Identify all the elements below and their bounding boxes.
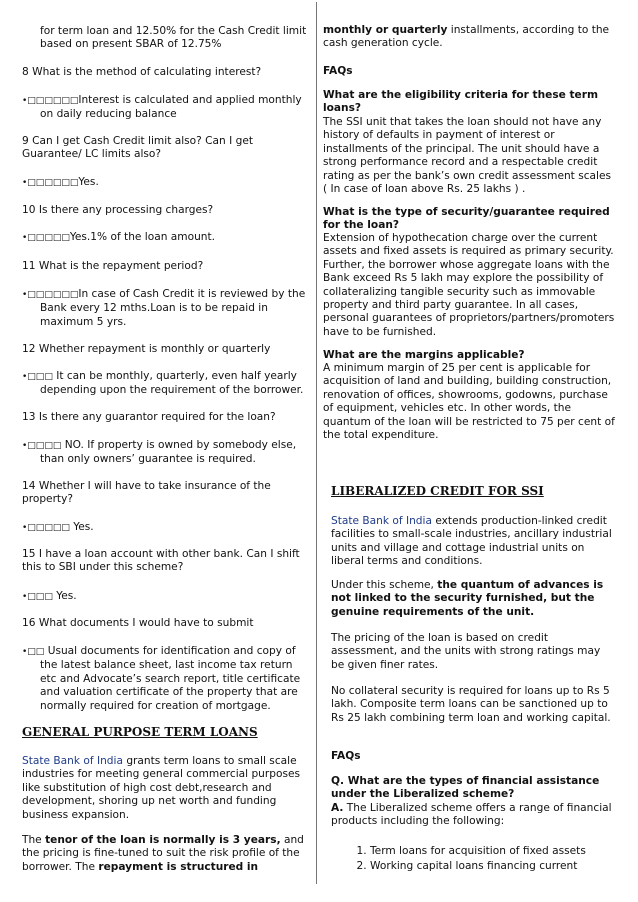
faq-answer: •□□□□□ Yes. — [22, 521, 94, 533]
link[interactable]: State Bank of India — [22, 755, 123, 767]
faq-answer: Extension of hypothecation charge over the current assets and fixed assets is required as primary security. Further, the borrower whose aggregate loans with the Bank exceed Rs 5 lakh may explore the possibility of collateralizing tangible security such as immovable property and third party guarantee. In all cases, personal guarantees of proprietors/partners/promoters have to be furnished. — [323, 232, 615, 338]
faq-question: What is the type of security/guarantee required for the loan? — [323, 206, 610, 232]
paragraph: for term loan and 12.50% for the Cash Credit limit based on present SBAR of 12.75% — [40, 25, 307, 51]
faq-answer: The SSI unit that takes the loan should not have any history of defaults in payment of interest or installments of the principal. The unit should have a strong performance record and a respectable credit rating as per the bank’s own credit assessment scales ( In case of loan above Rs. 25 lakhs ) . — [323, 116, 612, 196]
faqs-label: FAQs — [331, 750, 361, 762]
left-column — [22, 0, 310, 902]
faq-question: 8 What is the method of calculating interest? — [22, 66, 262, 78]
paragraph: State Bank of India extends production-linked credit facilities to small-scale industries, ancillary industrial units and village and cottage industrial units on liberal terms and conditions. — [331, 515, 612, 568]
paragraph: Under this scheme, the quantum of advances is not linked to the security furnished, but the genuine requirements of the unit. — [331, 579, 604, 618]
section-heading: LIBERALIZED CREDIT FOR SSI — [331, 484, 544, 498]
link[interactable]: State Bank of India — [331, 515, 432, 527]
faq-question: 12 Whether repayment is monthly or quarterly — [22, 343, 271, 355]
paragraph: The pricing of the loan is based on credit assessment, and the units with strong ratings may be given finer rates. — [331, 632, 601, 671]
bullet-marker: •□□□□ — [22, 441, 62, 451]
faq-answer: •□□□□□□In case of Cash Credit it is reviewed by the Bank every 12 mths.Loan is to be repaid in maximum 5 yrs. — [22, 288, 306, 328]
faq-answer: •□□□□□□Interest is calculated and applied monthly on daily reducing balance — [22, 94, 302, 121]
faq-question: 14 Whether I will have to take insurance of the property? — [22, 480, 271, 506]
paragraph: monthly or quarterly installments, according to the cash generation cycle. — [323, 24, 610, 50]
paragraph: No collateral security is required for loans up to Rs 5 lakh. Composite term loans can be sanctioned up to Rs 25 lakh combining term loan and working capital. — [331, 685, 611, 724]
section-heading: GENERAL PURPOSE TERM LOANS — [22, 725, 258, 739]
faq-answer: •□□□□□Yes.1% of the loan amount. — [22, 231, 216, 243]
right-column — [323, 0, 616, 902]
column-divider — [316, 2, 317, 884]
paragraph: State Bank of India grants term loans to small scale industries for meeting general commercial purposes like substitution of high cost debt,research and development, shoring up net worth and funding business expansion. — [22, 755, 301, 821]
list-item: 2. Working capital loans financing current — [370, 860, 616, 873]
faq-question: Q. What are the types of financial assistance under the Liberalized scheme? — [331, 775, 600, 801]
faq-answer: •□□□ Yes. — [22, 590, 77, 602]
faq-answer: •□□□ It can be monthly, quarterly, even half yearly depending upon the requirement of the borrower. — [22, 370, 304, 397]
bullet-marker: •□□□ — [22, 592, 53, 602]
faq-question: 11 What is the repayment period? — [22, 260, 204, 272]
bullet-marker: •□□ — [22, 647, 45, 657]
faq-question: 10 Is there any processing charges? — [22, 204, 214, 216]
bullet-marker: •□□□□□□ — [22, 178, 79, 188]
faq-question: 16 What documents I would have to submit — [22, 617, 254, 629]
faq-answer: A minimum margin of 25 per cent is applicable for acquisition of land and building, building construction, renovation of offices, showrooms, godowns, purchase of equipment, vehicles etc. In other words, the quantum of the loan will be restricted to 75 per cent of the total expenditure. — [323, 362, 615, 442]
faq-question: What are the margins applicable? — [323, 349, 525, 361]
bullet-marker: •□□□□□□ — [22, 96, 79, 106]
faq-answer: A. The Liberalized scheme offers a range of financial products including the following: — [331, 802, 612, 828]
faq-answer: •□□□□ NO. If property is owned by somebody else, than only owners’ guarantee is required. — [22, 439, 297, 466]
faq-answer: •□□ Usual documents for identification and copy of the latest balance sheet, last income tax return etc and Advocate’s search report, title certificate and valuation certificate of the property that are normally required for creation of mortgage. — [22, 645, 301, 712]
list-item: 1. Term loans for acquisition of fixed assets — [370, 845, 616, 858]
bullet-marker: •□□□□□□ — [22, 290, 79, 300]
faq-question: 15 I have a loan account with other bank. Can I shift this to SBI under this scheme? — [22, 548, 300, 574]
faq-question: 9 Can I get Cash Credit limit also? Can I get Guarantee/ LC limits also? — [22, 135, 254, 161]
bullet-marker: •□□□ — [22, 372, 53, 382]
bullet-marker: •□□□□□ — [22, 523, 70, 533]
faqs-label: FAQs — [323, 65, 353, 77]
faq-question: 13 Is there any guarantor required for the loan? — [22, 411, 276, 423]
paragraph: The tenor of the loan is normally is 3 years, and the pricing is fine-tuned to suit the risk profile of the borrower. The repayment is structured in — [22, 834, 304, 873]
product-list — [323, 845, 616, 876]
faq-answer: •□□□□□□Yes. — [22, 176, 99, 188]
bullet-marker: •□□□□□ — [22, 233, 70, 243]
faq-question: What are the eligibility criteria for these term loans? — [323, 89, 599, 115]
